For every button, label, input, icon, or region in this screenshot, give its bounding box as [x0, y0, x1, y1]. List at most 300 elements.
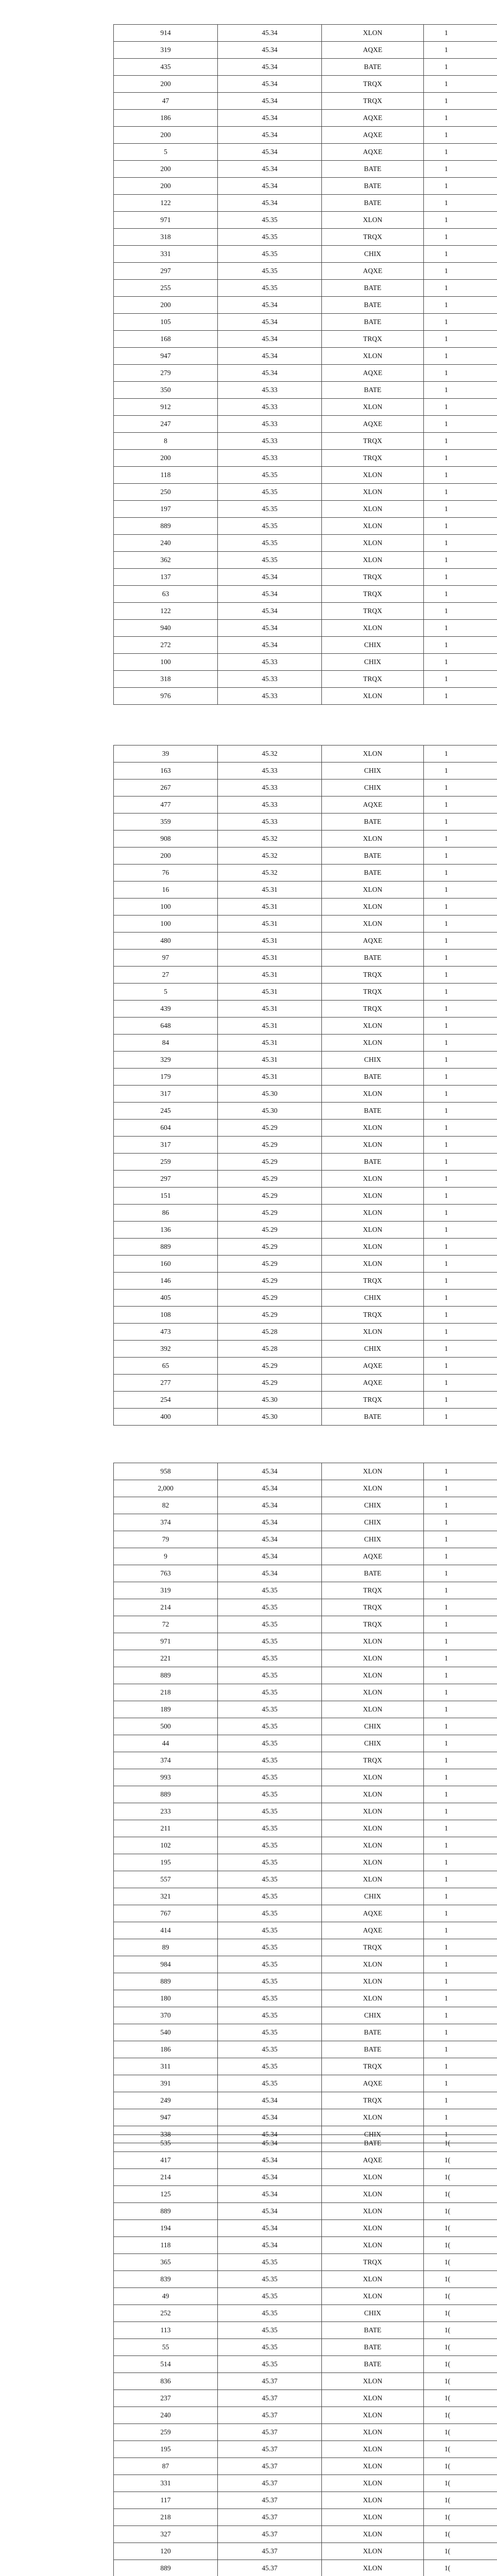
time-cell: 1	[424, 967, 497, 984]
quantity-cell: 514	[114, 2356, 218, 2373]
price-cell: 45.34	[218, 25, 322, 42]
table-row	[114, 950, 497, 967]
quantity-cell: 889	[114, 2203, 218, 2220]
time-cell: 1	[424, 1358, 497, 1375]
venue-cell: XLON	[322, 2458, 424, 2475]
price-cell: 45.34	[218, 603, 322, 620]
time-cell: 1	[424, 603, 497, 620]
venue-cell: XLON	[322, 467, 424, 484]
price-cell: 45.37	[218, 2390, 322, 2407]
table-row	[114, 110, 497, 127]
venue-cell: XLON	[322, 2526, 424, 2543]
venue-cell: BATE	[322, 1069, 424, 1086]
price-cell: 45.35	[218, 2058, 322, 2075]
table-row	[114, 1120, 497, 1137]
quantity-cell: 993	[114, 1769, 218, 1786]
time-cell: 1	[424, 1956, 497, 1973]
table-row	[114, 1735, 497, 1752]
price-cell: 45.37	[218, 2407, 322, 2424]
time-cell: 1	[424, 416, 497, 433]
quantity-cell: 197	[114, 501, 218, 518]
quantity-cell: 218	[114, 1684, 218, 1701]
venue-cell: CHIX	[322, 1290, 424, 1307]
time-cell: 1	[424, 2024, 497, 2041]
price-cell: 45.34	[218, 2186, 322, 2203]
venue-cell: XLON	[322, 1786, 424, 1803]
table-row	[114, 2254, 497, 2271]
time-cell: 1	[424, 762, 497, 779]
price-cell: 45.34	[218, 637, 322, 654]
price-cell: 45.33	[218, 762, 322, 779]
venue-cell: TRQX	[322, 1939, 424, 1956]
venue-cell: XLON	[322, 1854, 424, 1871]
quantity-cell: 277	[114, 1375, 218, 1392]
table-row	[114, 1752, 497, 1769]
quantity-cell: 218	[114, 2509, 218, 2526]
time-cell: 1	[424, 450, 497, 467]
venue-cell: BATE	[322, 950, 424, 967]
venue-cell: XLON	[322, 2390, 424, 2407]
price-cell: 45.33	[218, 688, 322, 705]
table-row	[114, 263, 497, 280]
quantity-cell: 417	[114, 2152, 218, 2169]
venue-cell: XLON	[322, 2475, 424, 2492]
time-cell: 1	[424, 1307, 497, 1324]
price-cell: 45.34	[218, 2169, 322, 2186]
table-row	[114, 688, 497, 705]
quantity-cell: 189	[114, 1701, 218, 1718]
quantity-cell: 971	[114, 1633, 218, 1650]
table-row	[114, 1582, 497, 1599]
table-row	[114, 2305, 497, 2322]
venue-cell: TRQX	[322, 671, 424, 688]
venue-cell: BATE	[322, 814, 424, 831]
quantity-cell: 120	[114, 2543, 218, 2560]
time-cell: 1	[424, 467, 497, 484]
price-cell: 45.37	[218, 2458, 322, 2475]
price-cell: 45.34	[218, 42, 322, 59]
price-cell: 45.33	[218, 416, 322, 433]
venue-cell: CHIX	[322, 1514, 424, 1531]
quantity-cell: 947	[114, 348, 218, 365]
venue-cell: BATE	[322, 382, 424, 399]
venue-cell: TRQX	[322, 1273, 424, 1290]
quantity-cell: 249	[114, 2092, 218, 2109]
price-cell: 45.34	[218, 93, 322, 110]
venue-cell: AQXE	[322, 1375, 424, 1392]
time-cell: 1	[424, 42, 497, 59]
time-cell: 1	[424, 1375, 497, 1392]
price-cell: 45.31	[218, 899, 322, 916]
table-row	[114, 2109, 497, 2126]
quantity-cell: 839	[114, 2271, 218, 2288]
venue-cell: BATE	[322, 314, 424, 331]
time-cell: 1	[424, 1990, 497, 2007]
venue-cell: CHIX	[322, 1531, 424, 1548]
price-cell: 45.35	[218, 1735, 322, 1752]
time-cell: 1	[424, 76, 497, 93]
quantity-cell: 914	[114, 25, 218, 42]
quantity-cell: 252	[114, 2305, 218, 2322]
price-cell: 45.35	[218, 2024, 322, 2041]
time-cell: 1	[424, 1582, 497, 1599]
venue-cell: BATE	[322, 59, 424, 76]
table-row	[114, 501, 497, 518]
quantity-cell: 405	[114, 1290, 218, 1307]
quantity-cell: 200	[114, 127, 218, 144]
table-row	[114, 1069, 497, 1086]
venue-cell: XLON	[322, 1256, 424, 1273]
price-cell: 45.35	[218, 1922, 322, 1939]
quantity-cell: 186	[114, 2041, 218, 2058]
time-cell: 1	[424, 93, 497, 110]
quantity-cell: 214	[114, 1599, 218, 1616]
quantity-cell: 350	[114, 382, 218, 399]
venue-cell: CHIX	[322, 762, 424, 779]
table-row	[114, 848, 497, 865]
time-cell: 1	[424, 745, 497, 762]
venue-cell: CHIX	[322, 637, 424, 654]
table-row	[114, 1820, 497, 1837]
price-cell: 45.30	[218, 1409, 322, 1426]
time-cell: 1	[424, 671, 497, 688]
price-cell: 45.31	[218, 916, 322, 933]
quantity-cell: 180	[114, 1990, 218, 2007]
price-cell: 45.31	[218, 950, 322, 967]
table-row	[114, 1290, 497, 1307]
trade-table-block-4	[113, 2134, 497, 2576]
time-cell: 1	[424, 1480, 497, 1497]
time-cell: 1	[424, 586, 497, 603]
quantity-cell: 195	[114, 2441, 218, 2458]
quantity-cell: 557	[114, 1871, 218, 1888]
venue-cell: BATE	[322, 161, 424, 178]
time-cell: 1	[424, 933, 497, 950]
venue-cell: TRQX	[322, 450, 424, 467]
quantity-cell: 211	[114, 1820, 218, 1837]
table-row	[114, 314, 497, 331]
price-cell: 45.35	[218, 1769, 322, 1786]
venue-cell: XLON	[322, 1205, 424, 1222]
venue-cell: XLON	[322, 1137, 424, 1154]
quantity-cell: 365	[114, 2254, 218, 2271]
time-cell: 1	[424, 110, 497, 127]
time-cell: 1	[424, 1701, 497, 1718]
quantity-cell: 370	[114, 2007, 218, 2024]
price-cell: 45.29	[218, 1120, 322, 1137]
table-row	[114, 518, 497, 535]
price-cell: 45.31	[218, 1069, 322, 1086]
price-cell: 45.29	[218, 1307, 322, 1324]
table-row	[114, 144, 497, 161]
table-row	[114, 59, 497, 76]
time-cell: 1	[424, 1769, 497, 1786]
table-row	[114, 1956, 497, 1973]
price-cell: 45.34	[218, 365, 322, 382]
price-cell: 45.35	[218, 2007, 322, 2024]
price-cell: 45.35	[218, 1888, 322, 1905]
quantity-cell: 318	[114, 671, 218, 688]
table-row	[114, 1497, 497, 1514]
quantity-cell: 908	[114, 831, 218, 848]
table-row	[114, 1701, 497, 1718]
price-cell: 45.35	[218, 552, 322, 569]
time-cell: 1	[424, 796, 497, 814]
table-row	[114, 1052, 497, 1069]
time-cell: 1	[424, 950, 497, 967]
venue-cell: AQXE	[322, 2075, 424, 2092]
venue-cell: XLON	[322, 2424, 424, 2441]
time-cell: 1	[424, 365, 497, 382]
quantity-cell: 214	[114, 2169, 218, 2186]
table-row	[114, 297, 497, 314]
venue-cell: CHIX	[322, 2007, 424, 2024]
venue-cell: XLON	[322, 2186, 424, 2203]
time-cell: 1	[424, 654, 497, 671]
time-cell: 1(	[424, 2237, 497, 2254]
venue-cell: XLON	[322, 2407, 424, 2424]
quantity-cell: 318	[114, 229, 218, 246]
time-cell: 1	[424, 348, 497, 365]
price-cell: 45.34	[218, 59, 322, 76]
time-cell: 1	[424, 848, 497, 865]
time-cell: 1	[424, 899, 497, 916]
table-row	[114, 814, 497, 831]
table-row	[114, 1341, 497, 1358]
time-cell: 1	[424, 297, 497, 314]
table-row	[114, 779, 497, 796]
table-row	[114, 2024, 497, 2041]
price-cell: 45.31	[218, 1035, 322, 1052]
price-cell: 45.35	[218, 1752, 322, 1769]
venue-cell: BATE	[322, 2339, 424, 2356]
venue-cell: TRQX	[322, 2092, 424, 2109]
venue-cell: XLON	[322, 535, 424, 552]
venue-cell: AQXE	[322, 416, 424, 433]
table-row	[114, 2475, 497, 2492]
table-row	[114, 212, 497, 229]
time-cell: 1	[424, 1188, 497, 1205]
time-cell: 1	[424, 1922, 497, 1939]
venue-cell: BATE	[322, 1565, 424, 1582]
quantity-cell: 65	[114, 1358, 218, 1375]
quantity-cell: 947	[114, 2109, 218, 2126]
quantity-cell: 118	[114, 2237, 218, 2254]
time-cell: 1	[424, 1735, 497, 1752]
venue-cell: BATE	[322, 280, 424, 297]
price-cell: 45.35	[218, 263, 322, 280]
time-cell: 1	[424, 331, 497, 348]
time-cell: 1(	[424, 2424, 497, 2441]
venue-cell: XLON	[322, 899, 424, 916]
venue-cell: TRQX	[322, 569, 424, 586]
price-cell: 45.37	[218, 2560, 322, 2576]
venue-cell: XLON	[322, 916, 424, 933]
time-cell: 1	[424, 25, 497, 42]
price-cell: 45.35	[218, 280, 322, 297]
time-cell: 1	[424, 1752, 497, 1769]
venue-cell: XLON	[322, 212, 424, 229]
price-cell: 45.29	[218, 1256, 322, 1273]
time-cell: 1	[424, 433, 497, 450]
venue-cell: BATE	[322, 297, 424, 314]
venue-cell: XLON	[322, 1188, 424, 1205]
venue-cell: XLON	[322, 518, 424, 535]
time-cell: 1	[424, 1684, 497, 1701]
time-cell: 1	[424, 1854, 497, 1871]
price-cell: 45.34	[218, 76, 322, 93]
table-row	[114, 331, 497, 348]
time-cell: 1	[424, 1154, 497, 1171]
time-cell: 1	[424, 127, 497, 144]
quantity-cell: 240	[114, 535, 218, 552]
price-cell: 45.35	[218, 2254, 322, 2271]
time-cell: 1	[424, 1531, 497, 1548]
price-cell: 45.35	[218, 2322, 322, 2339]
price-cell: 45.37	[218, 2509, 322, 2526]
time-cell: 1	[424, 1120, 497, 1137]
venue-cell: AQXE	[322, 2152, 424, 2169]
table-row	[114, 882, 497, 899]
venue-cell: XLON	[322, 1171, 424, 1188]
table-row	[114, 535, 497, 552]
table-row	[114, 620, 497, 637]
price-cell: 45.35	[218, 1905, 322, 1922]
price-cell: 45.30	[218, 1086, 322, 1103]
table-row	[114, 2526, 497, 2543]
quantity-cell: 63	[114, 586, 218, 603]
venue-cell: XLON	[322, 882, 424, 899]
time-cell: 1(	[424, 2339, 497, 2356]
venue-cell: BATE	[322, 2322, 424, 2339]
table-row	[114, 1256, 497, 1273]
venue-cell: XLON	[322, 1684, 424, 1701]
quantity-cell: 247	[114, 416, 218, 433]
table-row	[114, 1239, 497, 1256]
price-cell: 45.30	[218, 1392, 322, 1409]
quantity-cell: 84	[114, 1035, 218, 1052]
time-cell: 1	[424, 212, 497, 229]
quantity-cell: 44	[114, 1735, 218, 1752]
price-cell: 45.35	[218, 1786, 322, 1803]
price-cell: 45.34	[218, 314, 322, 331]
time-cell: 1(	[424, 2441, 497, 2458]
quantity-cell: 329	[114, 1052, 218, 1069]
table-row	[114, 76, 497, 93]
quantity-cell: 648	[114, 1018, 218, 1035]
time-cell: 1	[424, 2126, 497, 2143]
time-cell: 1(	[424, 2526, 497, 2543]
quantity-cell: 255	[114, 280, 218, 297]
venue-cell: XLON	[322, 1769, 424, 1786]
table-row	[114, 1086, 497, 1103]
table-row	[114, 348, 497, 365]
venue-cell: XLON	[322, 1324, 424, 1341]
price-cell: 45.33	[218, 433, 322, 450]
venue-cell: AQXE	[322, 796, 424, 814]
quantity-cell: 100	[114, 654, 218, 671]
time-cell: 1	[424, 2007, 497, 2024]
venue-cell: XLON	[322, 1239, 424, 1256]
venue-cell: TRQX	[322, 1307, 424, 1324]
price-cell: 45.29	[218, 1137, 322, 1154]
time-cell: 1	[424, 1718, 497, 1735]
quantity-cell: 971	[114, 212, 218, 229]
venue-cell: AQXE	[322, 1922, 424, 1939]
price-cell: 45.34	[218, 2220, 322, 2237]
table-row	[114, 2492, 497, 2509]
table-row	[114, 450, 497, 467]
table-row	[114, 1463, 497, 1480]
time-cell: 1	[424, 2075, 497, 2092]
venue-cell: XLON	[322, 688, 424, 705]
venue-cell: CHIX	[322, 1497, 424, 1514]
trade-table	[113, 745, 497, 1426]
venue-cell: TRQX	[322, 984, 424, 1001]
quantity-cell: 889	[114, 518, 218, 535]
table-row	[114, 280, 497, 297]
price-cell: 45.33	[218, 779, 322, 796]
table-row	[114, 865, 497, 882]
quantity-cell: 117	[114, 2492, 218, 2509]
venue-cell: BATE	[322, 2356, 424, 2373]
quantity-cell: 604	[114, 1120, 218, 1137]
price-cell: 45.34	[218, 2152, 322, 2169]
table-row	[114, 1786, 497, 1803]
venue-cell: XLON	[322, 2492, 424, 2509]
venue-cell: BATE	[322, 195, 424, 212]
price-cell: 45.33	[218, 654, 322, 671]
table-row	[114, 2169, 497, 2186]
price-cell: 45.34	[218, 2092, 322, 2109]
table-row	[114, 2186, 497, 2203]
venue-cell: BATE	[322, 178, 424, 195]
quantity-cell: 49	[114, 2288, 218, 2305]
price-cell: 45.34	[218, 2126, 322, 2143]
quantity-cell: 137	[114, 569, 218, 586]
table-row	[114, 1001, 497, 1018]
venue-cell: XLON	[322, 1803, 424, 1820]
table-row	[114, 1973, 497, 1990]
quantity-cell: 889	[114, 1786, 218, 1803]
quantity-cell: 889	[114, 2560, 218, 2576]
price-cell: 45.34	[218, 348, 322, 365]
venue-cell: TRQX	[322, 967, 424, 984]
table-row	[114, 1375, 497, 1392]
quantity-cell: 118	[114, 467, 218, 484]
time-cell: 1(	[424, 2271, 497, 2288]
time-cell: 1	[424, 1633, 497, 1650]
venue-cell: XLON	[322, 1035, 424, 1052]
price-cell: 45.34	[218, 161, 322, 178]
quantity-cell: 327	[114, 2526, 218, 2543]
venue-cell: TRQX	[322, 433, 424, 450]
quantity-cell: 374	[114, 1514, 218, 1531]
time-cell: 1	[424, 1497, 497, 1514]
quantity-cell: 259	[114, 2424, 218, 2441]
table-row	[114, 1718, 497, 1735]
time-cell: 1	[424, 1001, 497, 1018]
quantity-cell: 87	[114, 2458, 218, 2475]
venue-cell: TRQX	[322, 586, 424, 603]
quantity-cell: 9	[114, 1548, 218, 1565]
venue-cell: AQXE	[322, 110, 424, 127]
quantity-cell: 331	[114, 2475, 218, 2492]
time-cell: 1	[424, 1871, 497, 1888]
venue-cell: CHIX	[322, 246, 424, 263]
time-cell: 1(	[424, 2458, 497, 2475]
quantity-cell: 89	[114, 1939, 218, 1956]
